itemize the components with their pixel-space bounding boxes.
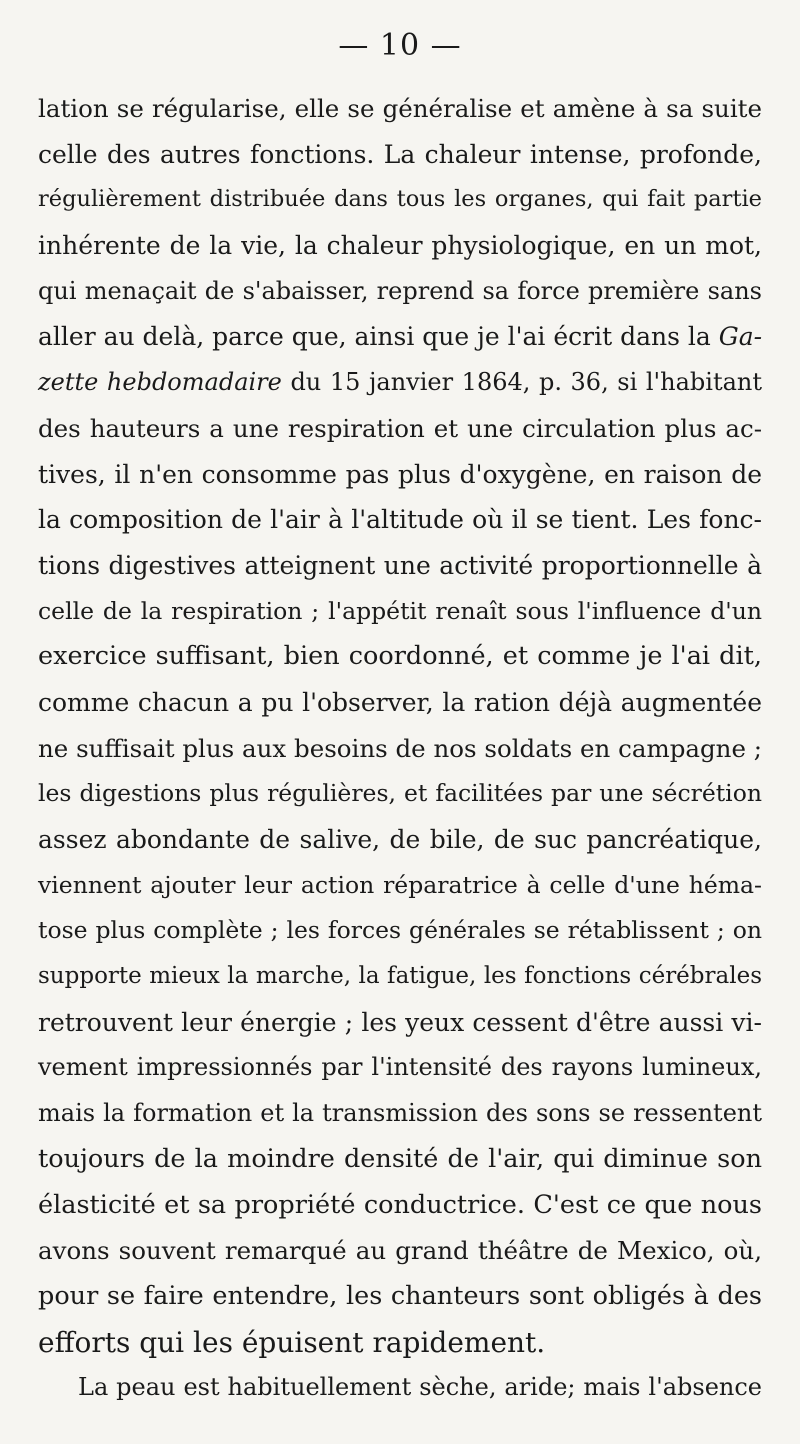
text-line: exercice suffisant, bien coordonné, et comme je l'ai dit, [38, 641, 762, 672]
text-line: ne suffisait plus aux besoins de nos soldats en campagne ; [38, 733, 762, 763]
text-line: celle de la respiration ; l'appétit renaît sous l'influence d'un [38, 596, 762, 625]
text-line: les digestions plus régulières, et facilitées par une sécrétion [38, 779, 762, 808]
paragraph-2 [38, 1365, 762, 1411]
page-number: — 10 — [338, 28, 462, 63]
text-line [38, 360, 762, 406]
text-line: mais la formation et la transmission des sons se ressentent [38, 1099, 762, 1128]
text-line: tose plus complète ; les forces générales se rétablissent ; on [38, 916, 762, 945]
text-line: régulièrement distribuée dans tous les organes, qui fait partie [38, 186, 762, 213]
text-line: toujours de la moindre densité de l'air, qui diminue son [38, 1143, 762, 1174]
text-line: assez abondante de salive, de bile, de suc pancréatique, [38, 825, 762, 854]
text-line: comme chacun a pu l'observer, la ration déjà augmentée [38, 687, 762, 717]
text-line: celle des autres fonctions. La chaleur intense, profonde, [38, 139, 762, 169]
text-line: vement impressionnés par l'intensité des rayons lumineux, [38, 1053, 762, 1082]
text-line: retrouvent leur énergie ; les yeux cessent d'être aussi vi- [38, 1007, 762, 1037]
text-line: tives, il n'en consomme pas plus d'oxygène, en raison de [38, 459, 762, 489]
text-line: la composition de l'air à l'altitude où il se tient. Les fonc- [38, 505, 762, 535]
text-line: inhérente de la vie, la chaleur physiologique, en un mot, [38, 231, 762, 261]
body-text [38, 86, 762, 1411]
text-line: La peau est habituellement sèche, aride; mais l'absence [78, 1373, 762, 1402]
text-line: des hauteurs a une respiration et une circulation plus ac- [38, 413, 762, 443]
text-line [38, 314, 762, 360]
text-run: du 15 janvier 1864, p. 36, si l'habitant [281, 368, 762, 397]
paragraph-1 [38, 86, 762, 1365]
text-run: aller au delà, parce que, ainsi que je l'ai écrit dans la [38, 322, 719, 352]
text-line: pour se faire entendre, les chanteurs sont obligés à des [38, 1280, 762, 1311]
text-line: viennent ajouter leur action réparatrice à celle d'une héma- [38, 870, 762, 899]
text-line: avons souvent remarqué au grand théâtre de Mexico, où, [38, 1236, 762, 1266]
text-line: efforts qui les épuisent rapidement. [38, 1325, 546, 1359]
text-line: lation se régularise, elle se généralise et amène à sa suite [38, 94, 762, 123]
text-line: supporte mieux la marche, la fatigue, les fonctions cérébrales [38, 963, 762, 990]
text-line: tions digestives atteignent une activité proportionnelle à [38, 550, 762, 580]
italic-run: Ga- [718, 322, 763, 352]
italic-run: zette hebdomadaire [38, 368, 282, 397]
text-line: qui menaçait de s'abaisser, reprend sa force première sans [38, 276, 762, 305]
text-line: élasticité et sa propriété conductrice. C'est ce que nous [38, 1189, 762, 1220]
